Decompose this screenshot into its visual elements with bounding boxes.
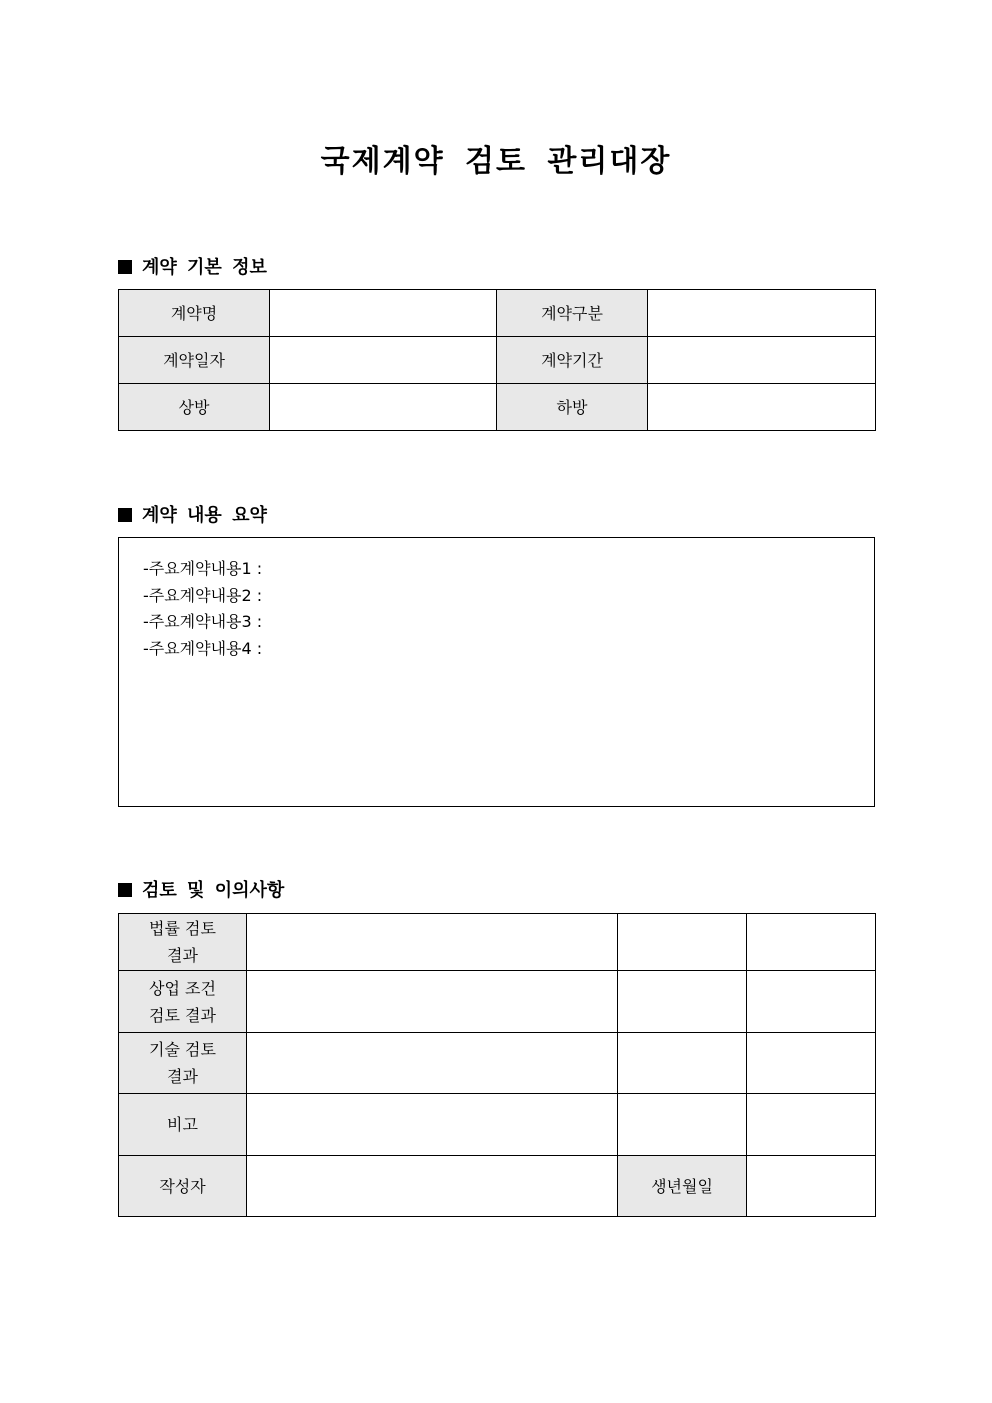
remarks-label [119,1094,247,1156]
section-heading-text: 계약 내용 요약 [142,505,267,526]
label-line: 상업 조건 [149,978,216,998]
remarks-field[interactable] [247,1094,618,1156]
contract-period-label: 계약기간 [497,337,648,384]
list-item: -주요계약내용3 : [143,612,263,631]
technical-review-field[interactable] [247,1033,618,1094]
commercial-review-extra-field-2[interactable] [747,971,876,1033]
list-item: -주요계약내용2 : [143,585,263,605]
author-field[interactable] [247,1156,618,1217]
section-heading-text: 계약 기본 정보 [142,257,267,278]
review-table [118,913,876,1217]
table-row [119,290,876,337]
contract-type-field[interactable] [648,290,876,337]
commercial-review-extra-field-1[interactable] [618,971,747,1033]
technical-review-extra-field-2[interactable] [747,1033,876,1094]
birth-date-field[interactable] [747,1156,876,1217]
basic-info-table [118,289,876,431]
square-bullet-icon [118,883,132,897]
page-title: 국제계약 검토 관리대장 [320,144,672,179]
section-heading-basic-info [118,253,267,279]
label-line: 법률 검토 [149,919,216,938]
label-line: 기술 검토 [149,1040,216,1059]
list-item: -주요계약내용4 : [143,638,263,658]
label-line: 비고 [167,1115,198,1134]
remarks-extra-field-2[interactable] [747,1094,876,1156]
legal-review-label [119,914,247,971]
list-item: -주요계약내용1 : [143,559,263,578]
table-row [119,971,876,1033]
remarks-extra-field-1[interactable] [618,1094,747,1156]
contract-name-label: 계약명 [119,290,270,337]
contract-period-field[interactable] [648,337,876,384]
contract-name-field[interactable] [270,290,497,337]
contract-date-field[interactable] [270,337,497,384]
table-row [119,1033,876,1094]
summary-list [119,538,874,662]
section-heading-summary [118,501,267,527]
square-bullet-icon [118,260,132,274]
contract-summary-box[interactable] [118,537,875,807]
technical-review-label [119,1033,247,1094]
upper-party-field[interactable] [270,384,497,431]
square-bullet-icon [118,508,132,522]
upper-party-label: 상방 [119,384,270,431]
section-heading-text: 검토 및 이의사항 [142,880,285,901]
legal-review-extra-field-1[interactable] [618,914,747,971]
lower-party-label: 하방 [497,384,648,431]
lower-party-field[interactable] [648,384,876,431]
legal-review-field[interactable] [247,914,618,971]
technical-review-extra-field-1[interactable] [618,1033,747,1094]
legal-review-extra-field-2[interactable] [747,914,876,971]
birth-date-label: 생년월일 [618,1156,747,1217]
label-line: 결과 [167,1067,198,1086]
label-line: 결과 [167,946,198,965]
commercial-review-label [119,971,247,1033]
table-row [119,914,876,971]
author-label: 작성자 [119,1156,247,1217]
table-row [119,1156,876,1217]
label-line: 검토 결과 [149,1005,216,1025]
table-row [119,384,876,431]
commercial-review-field[interactable] [247,971,618,1033]
table-row [119,337,876,384]
section-heading-review [118,876,284,902]
contract-date-label: 계약일자 [119,337,270,384]
contract-type-label: 계약구분 [497,290,648,337]
table-row [119,1094,876,1156]
